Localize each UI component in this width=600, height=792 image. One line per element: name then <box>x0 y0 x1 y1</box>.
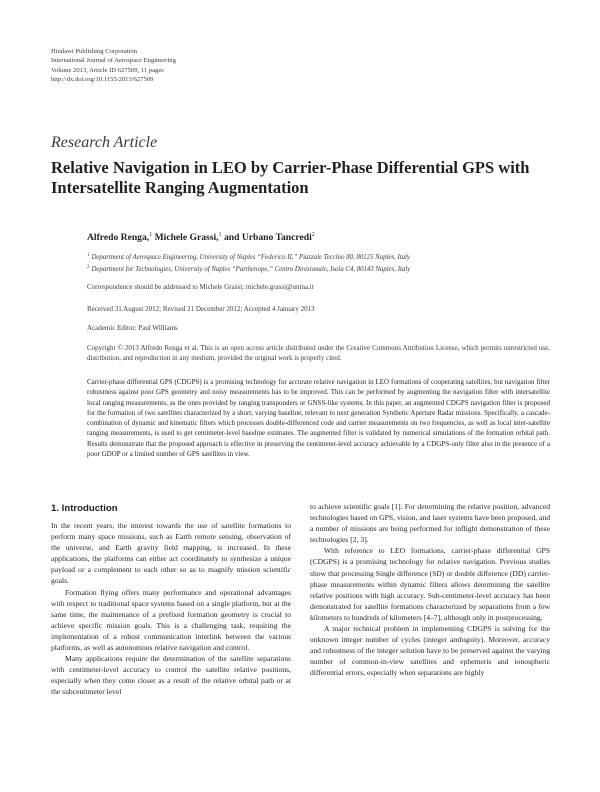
body-paragraph: In the recent years, the interest towards the use of satellite formations to perform many space missions, such as Earth remote sensing, observation of the universe, and Earth gravity field mapping, is increased. In these applications, the platforms can either act coordinately to synthesize a unique payload or a complement to each other so as to magnify mission scientific goals. <box>51 521 291 586</box>
author-affil-mark: 2 <box>311 232 315 238</box>
journal-name: International Journal of Aerospace Engineering <box>51 57 176 65</box>
body-paragraph: Many applications require the determination of the satellite separations with centimeter-level accuracy to control the satellite relative positions, especially when they come closer as a result of the relative orbital path or at the subcentimeter level <box>51 654 291 697</box>
affiliation-text: Department for Technologies, University of Naples “Parthenope,” Centro Direzionale, Isola C4, 80143 Naples, Italy <box>91 266 411 273</box>
affiliation-text: Department of Aerospace Engineering, University of Naples “Federico II,” Piazzale Tecchio 80, 80125 Naples, Italy <box>91 254 410 261</box>
author-affil-mark: 1 <box>218 232 222 238</box>
correspondence-line: Correspondence should be addressed to Michele Grassi; michele.grassi@unina.it <box>87 283 314 291</box>
affiliation <box>87 253 410 261</box>
volume-line: Volume 2013, Article ID 627509, 11 pages <box>51 66 164 74</box>
body-paragraph: Formation flying offers many performance and operational advantages with respect to traditional space systems based on a single platform, but at the same time, the maintenance of a prefixed formation geometry is crucial to achieve specific mission goals. This is a challenging task, requiring the implementation of a robust communication interlink between the various platforms, as well as autonomous relative navigation and control. <box>51 587 291 653</box>
author-name: Michele Grassi, <box>154 232 219 243</box>
editor-line: Academic Editor: Paul Williams <box>87 324 178 332</box>
publisher-line: Hindawi Publishing Corporation <box>51 48 138 55</box>
body-paragraph: to achieve scientific goals [1]. For determining the relative position, advanced technologies based on GPS, vision, and laser systems have been proposed, and a number of missions are being performed for inflight demonstration of these technologies [2, 3]. <box>310 502 550 545</box>
left-column <box>51 520 291 698</box>
dates-line: Received 31 August 2012; Revised 21 December 2012; Accepted 4 January 2013 <box>87 305 315 313</box>
affiliation <box>87 265 410 273</box>
body-paragraph: A major technical problem in implementing CDGPS is solving for the unknown integer number of cycles (integer ambiguity). Moreover, accuracy and robustness of the integer solution have to be preserved against the varying number of common-in-view satellites and ephemeris and ionospheric differential errors, especially when separations are highly <box>310 624 550 678</box>
author-affil-mark: 1 <box>149 232 153 238</box>
affiliation-mark: 1 <box>87 253 90 258</box>
article-type: Research Article <box>51 134 158 151</box>
copyright-notice: Copyright © 2013 Alfredo Renga et al. This is an open access article distributed under the Creative Commons Attribution License, which permits unrestricted use, distribution, and reproduction in any medium, provided the original work is properly cited. <box>87 344 550 363</box>
section-heading: 1. Introduction <box>51 503 118 514</box>
abstract: Carrier-phase differential GPS (CDGPS) is a promising technology for accurate relative navigation in LEO formations of cooperating satellites, but navigation filter robustness against poor GPS geometry and noisy measurements has to be improved. This can be performed by augmenting the navigation filter with intersatellite local ranging measurements, as the ones provided by ranging transponders or GNSS-like systems. In this paper, an augmented CDGPS navigation filter is proposed for the formation of two satellites characterized by a short, varying baseline, relevant to next generation Synthetic Aperture Radar missions. Specifically, a cascade-combination of dynamic and kinematic filters which processes double-differenced code and carrier measurements on two frequencies, as well as local inter-satellite ranging measurements, is used to get centimeter-level baseline estimates. The augmented filter is validated by numerical simulations of the formation orbital path. Results demonstrate that the proposed approach is effective in preserving the centimeter-level accuracy achievable by a CDGPS-only filter also in the presence of a poor GDOP or a limited number of GPS satellites in view. <box>87 378 550 459</box>
author-name: Alfredo Renga, <box>87 232 150 243</box>
affiliation-mark: 2 <box>87 265 90 270</box>
doi-link[interactable]: http://dx.doi.org/10.1155/2013/627509 <box>51 76 154 84</box>
journal-header <box>51 47 176 85</box>
body-paragraph: With reference to LEO formations, carrier-phase differential GPS (CDGPS) is a promising technology for relative navigation. Previous studies show that processing Single difference (SD) or double difference (DD) carrier-phase measurements within dynamic filters allows determining the satellite relative positions with high accuracy. Sub-centimeter-level accuracy has been demonstrated for satellite formations characterized by separations from a few kilometers to hundreds of kilometers [4–7], although only in postprocessing. <box>310 546 550 622</box>
author-name: and Urbano Tancredi <box>223 232 312 243</box>
author-list <box>87 232 315 243</box>
right-column <box>310 501 550 679</box>
paper-title: Relative Navigation in LEO by Carrier-Phase Differential GPS with Intersatellite Ranging Augmentation <box>51 158 530 197</box>
